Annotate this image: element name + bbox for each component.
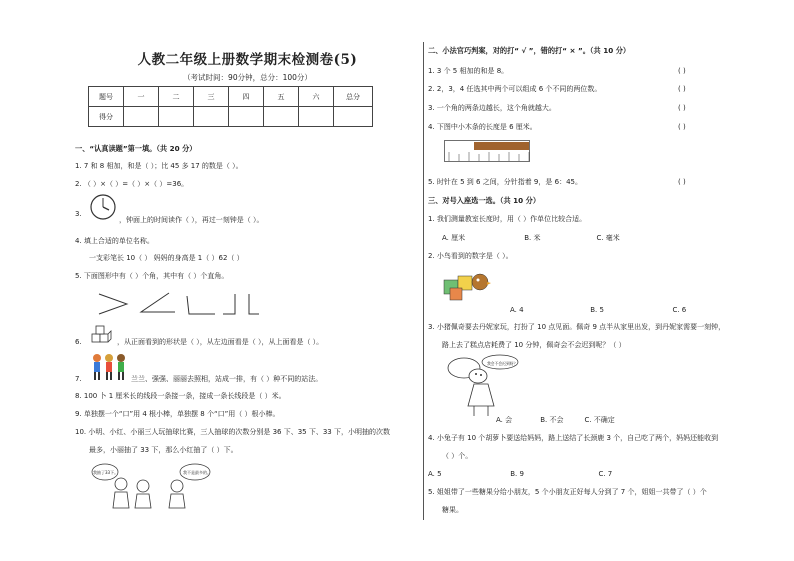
choice-2: 2. 小鸟看到的数字是（ ）。 [428, 252, 513, 260]
score-input-cell[interactable] [229, 107, 264, 127]
question-1-2: 2. （ ）×（ ）=（ ）×（ ）=36。 [75, 180, 189, 188]
judge-5: 5. 时针在 5 到 6 之间，分针指着 9，是 6：45。 [428, 178, 582, 186]
section-3-heading: 三、对号入座选一选。（共 10 分） [428, 196, 541, 205]
judge-3: 3. 一个角的两条边越长，这个角就越大。 [428, 104, 556, 112]
choice-3-continued: 路上去了糕点店耗费了 10 分钟，佩奇会不会迟到呢？（ ） [442, 341, 626, 349]
score-cell: 五 [264, 87, 299, 107]
judge-4-answer[interactable]: ( ) [678, 123, 686, 131]
column-divider [423, 42, 424, 520]
question-1-9: 9. 单独摆一个“口”用 4 根小棒，单独摆 8 个“口”用（ ）根小棒。 [75, 410, 280, 418]
choice-3: 3. 小猪佩奇要去丹妮家玩，打扮了 10 点见面。佩奇 9 点半从家里出发，到丹妮家需要一刻钟， [428, 323, 726, 331]
question-1-3: ，钟面上的时间读作（ ），再过一刻钟是（ ）。 [119, 216, 264, 224]
question-1-6: ，从正面看到的形状是（ ），从左边面看是（ ），从上面看是（ ）。 [117, 338, 324, 346]
judge-2-answer[interactable]: ( ) [678, 85, 686, 93]
option-b[interactable]: B. 5 [590, 306, 604, 314]
peppa-pig-illustration [442, 354, 526, 418]
right-column [428, 44, 778, 524]
score-cell: 总分 [334, 87, 373, 107]
three-children-icon [91, 352, 127, 382]
question-1-4: 4. 填上合适的单位名称。 [75, 237, 154, 245]
ruler-icon [444, 140, 530, 162]
question-1-7: 兰兰、强强、丽丽去照相，站成一排，有（ ）种不同的站法。 [131, 375, 323, 383]
choice-2-options [510, 306, 686, 315]
option-c[interactable]: C. 不确定 [584, 416, 615, 424]
judge-1-answer[interactable]: ( ) [678, 67, 686, 75]
score-input-cell[interactable] [124, 107, 159, 127]
score-cell: 题号 [89, 87, 124, 107]
question-1-4-parts: 一支彩笔长 10（ ） 妈妈的身高是 1（ ）62（ ） [89, 254, 244, 262]
section-1-heading: 一、“认真读题”第一填。（共 20 分） [75, 144, 197, 153]
question-1-1: 1. 7 和 8 相加，和是（ ）；比 45 多 17 的数是（ ）。 [75, 162, 243, 170]
clock-icon [89, 193, 117, 221]
speech-bubble: 我会不会迟到呀？ [487, 361, 518, 366]
option-a[interactable]: A. 4 [510, 306, 524, 314]
option-b[interactable]: B. 9 [510, 470, 524, 478]
option-a[interactable]: A. 5 [428, 470, 442, 478]
angle-figures-icon [91, 290, 261, 316]
option-b[interactable]: B. 不会 [540, 416, 564, 424]
judge-4: 4. 下图中小木条的长度是 6 厘米。 [428, 123, 537, 131]
bird-blocks-icon [440, 266, 492, 302]
score-input-cell[interactable] [299, 107, 334, 127]
speech-bubble-2: 我不是最多的。 [183, 470, 211, 475]
judge-5-answer[interactable]: ( ) [678, 178, 686, 186]
speech-bubble-1: 我抽了33下。 [93, 470, 119, 475]
option-b[interactable]: B. 米 [524, 234, 541, 242]
choice-1-options [442, 234, 620, 243]
choice-4-options [428, 470, 612, 479]
score-table [88, 86, 373, 127]
judge-1: 1. 3 个 5 相加的和是 8。 [428, 67, 509, 75]
score-table-score-row [89, 107, 373, 127]
option-a[interactable]: A. 会 [496, 416, 513, 424]
question-1-3-number: 3. [75, 210, 82, 218]
choice-5-continued: 糖果。 [442, 506, 463, 514]
judge-3-answer[interactable]: ( ) [678, 104, 686, 112]
option-c[interactable]: C. 6 [672, 306, 687, 314]
exam-info: （考试时间：90分钟，总分：100分） [183, 73, 312, 82]
score-table-header-row [89, 87, 373, 107]
score-input-cell[interactable] [194, 107, 229, 127]
score-cell: 二 [159, 87, 194, 107]
question-1-10: 10. 小明、小红、小丽三人玩抽球比赛，三人抽球的次数分别是 36 下、35 下、33 下，小明抽的次数 [75, 428, 390, 436]
score-cell: 三 [194, 87, 229, 107]
score-input-cell[interactable] [334, 107, 373, 127]
choice-1: 1. 我们测量教室长度时，用（ ）作单位比较合适。 [428, 215, 587, 223]
question-1-8: 8. 100 卜 1 厘米长的线段一条接一条，接成一条长线段是（ ）米。 [75, 392, 286, 400]
question-1-7-number: 7. [75, 375, 82, 383]
question-1-5: 5. 下面图形中有（ ）个角，其中有（ ）个直角。 [75, 272, 229, 280]
score-cell: 六 [299, 87, 334, 107]
option-c[interactable]: C. 毫米 [596, 234, 620, 242]
children-speech-illustration [91, 460, 211, 512]
page-title: 人教二年级上册数学期末检测卷(5) [137, 52, 358, 68]
choice-4-continued: （ ）个。 [442, 452, 473, 460]
judge-2: 2. 2，3，4 任选其中两个可以组成 6 个不同的两位数。 [428, 85, 602, 93]
question-1-6-number: 6. [75, 338, 82, 346]
cube-stack-icon [89, 324, 113, 346]
option-c[interactable]: C. 7 [598, 470, 613, 478]
choice-4: 4. 小兔子有 10 个胡萝卜要送给妈妈，路上送结了长颈鹿 3 个，自己吃了两个，妈妈还能收到 [428, 434, 719, 442]
score-cell: 得分 [89, 107, 124, 127]
score-cell: 一 [124, 87, 159, 107]
choice-5: 5. 姐姐带了一些糖果分给小朋友，5 个小朋友正好每人分到了 7 个，姐姐一共带了（ ）个 [428, 488, 707, 496]
score-cell: 四 [229, 87, 264, 107]
score-input-cell[interactable] [264, 107, 299, 127]
left-column [75, 140, 420, 525]
option-a[interactable]: A. 厘米 [442, 234, 466, 242]
choice-3-options [496, 416, 615, 425]
section-2-heading: 二、小法官巧判案，对的打“ √ ”，错的打“ × ”。（共 10 分） [428, 46, 631, 55]
question-1-10-continued: 最多，小丽抽了 33 下，那么小红抽了（ ）下。 [89, 446, 238, 454]
score-input-cell[interactable] [159, 107, 194, 127]
